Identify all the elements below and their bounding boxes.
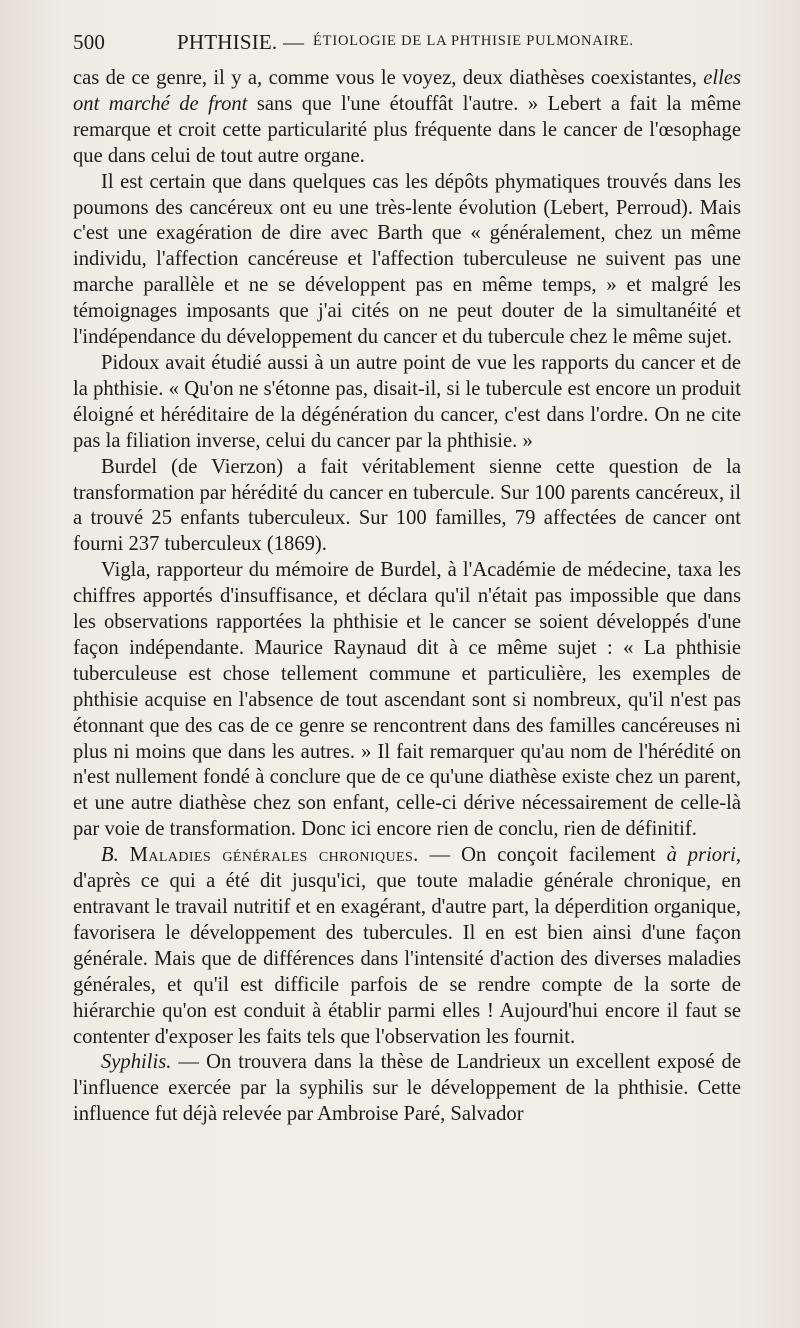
paragraph-3: Pidoux avait étudié aussi à un autre point de vue les rapports du cancer et de la phthisie. « Qu'on ne s'étonne pas, disait-il, si le tubercule est encore un produit éloigné et héréditaire de la dégénération du cancer, c'est dans l'ordre. On ne cite pas la filiation inverse, celui du cancer par la phthisie. »: [73, 351, 741, 452]
paragraph-7-text: — On trouvera dans la thèse de Landrieux un excellent exposé de l'influence exercée par la syphilis sur le développement de la phthisie. Cette influence fut déjà relevée par Ambroise Paré, Salvador: [73, 1051, 741, 1126]
paragraph-1: [73, 66, 741, 170]
paragraph-4: Burdel (de Vierzon) a fait véritablement sienne cette question de la transformation par hérédité du cancer en tubercule. Sur 100 parents cancéreux, il a trouvé 25 enfants tuberculeux. Sur 100 familles, 79 affectées de cancer ont fourni 237 tuberculeux (1869).: [73, 455, 741, 556]
paragraph-5: Vigla, rapporteur du mémoire de Burdel, à l'Académie de médecine, taxa les chiffres apportés d'insuffisance, et déclara qu'il n'était pas impossible que dans les observations rapportées la phthisie et le cancer se soient développés d'une façon indépendante. Maurice Raynaud dit à ce même sujet : « La phthisie tuberculeuse est chose tellement commune et particulière, les exemples de phthisie acquise en l'absence de tout ascendant sont si nombreux, qu'il n'est pas étonnant que des cas de ce genre se rencontrent dans des familles cancéreuses ni plus ni moins que dans les autres. » Il fait remarquer qu'au nom de l'hérédité on n'est nullement fondé à conclure que de ce qu'une diathèse existe chez un parent, et une autre diathèse chez son enfant, celle-ci dérive nécessairement de celle-là par voie de transformation. Donc ici encore rien de conclu, rien de définitif.: [73, 559, 741, 841]
running-header: [73, 30, 736, 64]
paragraph-6-text-b: , d'après ce qui a été dit jusqu'ici, que toute maladie générale chronique, en entravant le travail nutritif et en exagérant, d'autre part, la déperdition organique, favorisera le développement des tubercules. Il en est bien ainsi d'une façon générale. Mais que de différences dans l'intensité d'action des diverses maladies générales, et qu'il est difficile parfois de se rendre compte de la sorte de hiérarchie qu'on est conduit à établir parmi elles ! Aujourd'hui encore il faut se contenter d'exposer les faits tels que l'observation les fournit.: [73, 844, 741, 1048]
paragraph-6-emphasis: à priori: [666, 844, 736, 867]
section-label: B.: [101, 844, 119, 867]
paragraph-6: [73, 843, 741, 1050]
section-heading: Maladies générales chroniques.: [129, 844, 419, 867]
paragraph-2: Il est certain que dans quelques cas les dépôts phymatiques trouvés dans les poumons des cancéreux ont eu une très-lente évolution (Lebert, Perroud). Mais c'est une exagération de dire avec Barth que « généralement, chez un même individu, l'affection cancéreuse et l'affection tuberculeuse ne suivent pas une marche parallèle et ne se développent pas en même temps, » et malgré les témoignages imposants que j'ai cités on ne peut douter de la simultanéité et l'indépendance du développement du cancer et du tubercule chez le même sujet.: [73, 170, 741, 349]
subsection-heading-syphilis: Syphilis.: [101, 1051, 172, 1074]
running-title: PHTHISIE.: [177, 30, 278, 54]
paragraph-1-text-b: sans que l'une étouffât l'autre. » Lebert a fait la même remarque et croit cette particularité plus fréquente dans le cancer de l'œsophage que dans celui de tout autre organe.: [73, 92, 741, 167]
body-text: [73, 66, 741, 1128]
running-subtitle: ÉTIOLOGIE DE LA PHTHISIE PULMONAIRE.: [313, 33, 634, 49]
paragraph-7: [73, 1050, 741, 1128]
page-number: 500: [73, 30, 106, 54]
paragraph-6-text-a: — On conçoit facilement: [418, 844, 667, 867]
paragraph-1-emphasis: elles ont marché de front: [73, 67, 741, 115]
paragraph-1-text-a: cas de ce genre, il y a, comme vous le voyez, deux diathèses coexistantes,: [73, 67, 697, 89]
running-title-dash: —: [283, 30, 305, 54]
